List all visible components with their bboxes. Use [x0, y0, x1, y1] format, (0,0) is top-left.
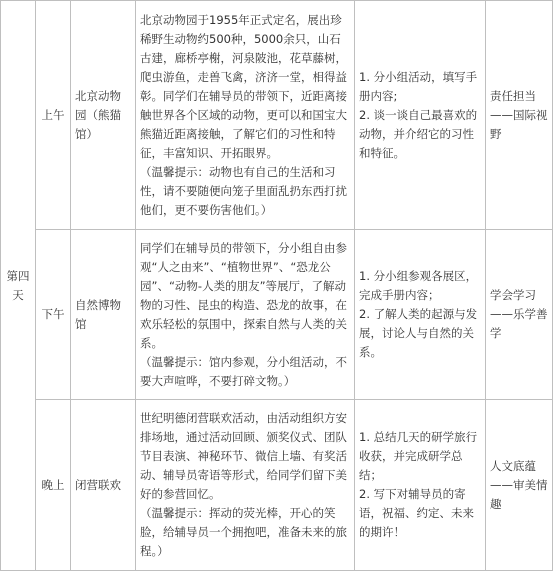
venue-cell: 闭营联欢	[71, 400, 136, 571]
task-item: 1. 分小组活动，填写手册内容;	[359, 69, 478, 103]
period-cell: 上午	[36, 1, 71, 230]
tasks-cell	[355, 230, 486, 400]
summary-cell: 责任担当——国际视野	[486, 1, 553, 230]
description-cell	[136, 1, 355, 230]
tip-text: （温馨提示：馆内参观，分小组活动，不要大声喧哗，不要打碎文物。）	[140, 354, 347, 388]
tip-text: （温馨提示：动物也有自己的生活和习性，请不要随便向笼子里面乱扔东西打扰他们，更不要伤害他们。）	[140, 164, 347, 217]
description-cell	[136, 400, 355, 571]
task-item: 2. 谈一谈自己最喜欢的动物，并介绍它的习性和特征。	[359, 107, 478, 160]
period-cell: 下午	[36, 230, 71, 400]
tasks-cell	[355, 400, 486, 571]
description-cell	[136, 230, 355, 400]
venue-cell: 自然博物馆	[71, 230, 136, 400]
summary-cell: 人文底蕴——审美情趣	[486, 400, 553, 571]
task-item: 2. 写下对辅导员的寄语，祝福、约定、未来的期许！	[359, 487, 474, 539]
tasks-cell	[355, 1, 486, 230]
description-text: 北京动物园于1955年正式定名，展出珍稀野生动物约500种，5000余只，山石古建，廊桥亭榭，河泉陂池，花草藤树，爬虫游鱼，走兽飞禽，济济一堂，相得益彰。同学们在辅导员的带领下，近距离接触世界各个区域的动物，更可以和国宝大熊猫近距离接触，了解它们的习性和特征，丰富知识、开拓眼界。	[140, 12, 347, 160]
summary-cell: 学会学习——乐学善学	[486, 230, 553, 400]
description-text: 同学们在辅导员的带领下，分小组自由参观“人之由来”、“植物世界”、“恐龙公园”、“动物-人类的朋友”等展厅，了解动物的习性、昆虫的构造、恐龙的故事，在欢乐轻松的氛围中，探索自然与人类的关系。	[140, 240, 347, 350]
venue-cell: 北京动物园（熊猫馆）	[71, 1, 136, 230]
tip-text: （温馨提示：挥动的荧光棒，开心的笑脸，给辅导员一个拥抱吧，准备未来的旅程。）	[140, 506, 347, 558]
period-cell: 晚上	[36, 400, 71, 571]
table-row	[1, 230, 553, 400]
description-text: 世纪明德闭营联欢活动，由活动组织方安排场地，通过活动回顾、颁奖仪式、团队节目表演、神秘环节、微信上墙、有奖活动、辅导员寄语等形式，给同学们留下美好的参营回忆。	[140, 411, 347, 501]
day-label: 第四天	[1, 1, 36, 571]
task-item: 1. 总结几天的研学旅行收获，并完成研学总结；	[359, 430, 478, 482]
table-row	[1, 400, 553, 571]
task-item: 1. 分小组参观各展区，完成手册内容；	[359, 269, 478, 302]
table-row	[1, 1, 553, 230]
task-item: 2. 了解人类的起源与发展，讨论人与自然的关系。	[359, 307, 478, 359]
